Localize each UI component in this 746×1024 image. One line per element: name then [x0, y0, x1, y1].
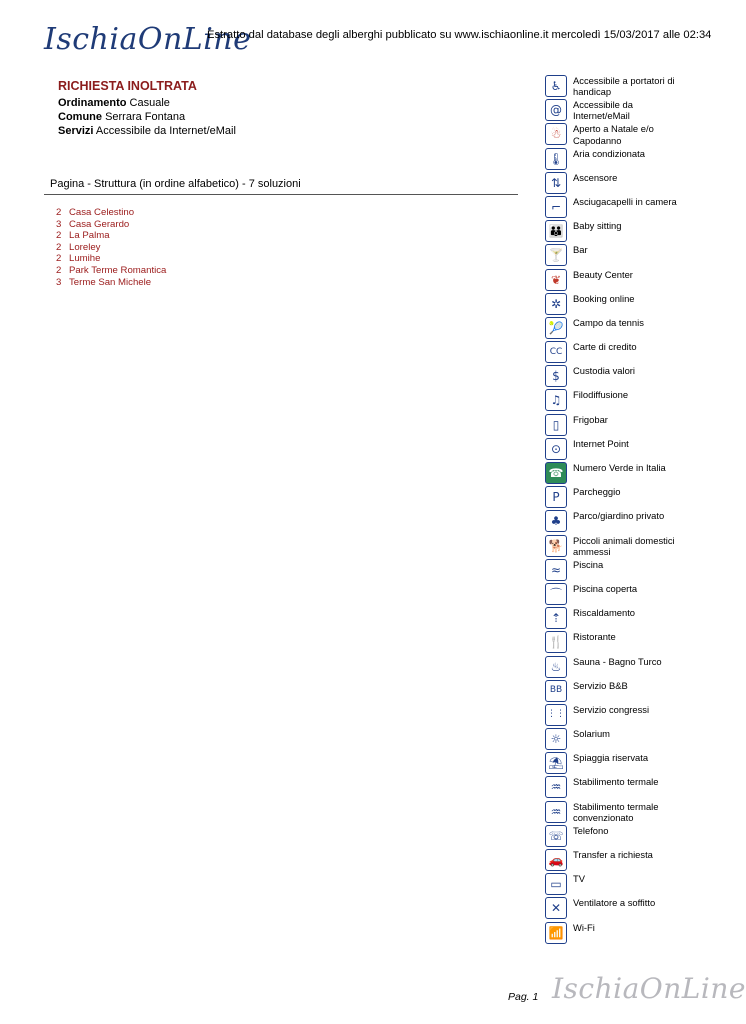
service-label: Internet Point [573, 437, 629, 449]
wifi-icon: 📶 [545, 922, 567, 944]
result-item[interactable] [56, 207, 166, 219]
fridge-icon: ▯ [545, 414, 567, 436]
service-item [545, 728, 715, 752]
service-label: Custodia valori [573, 365, 636, 377]
service-label: Piccoli animali domestici ammessi [573, 534, 675, 557]
service-item [545, 269, 715, 293]
ceiling-fan-icon: ✕ [545, 897, 567, 919]
service-item [545, 559, 715, 583]
param-label: Ordinamento [58, 97, 127, 109]
service-item [545, 462, 715, 486]
service-label: Piscina [573, 558, 604, 570]
tennis-icon: 🎾 [545, 317, 567, 339]
service-item [545, 341, 715, 365]
garden-icon: ♣ [545, 510, 567, 532]
spa-agreement-icon: ♒ [545, 801, 567, 823]
service-label: Carte di credito [573, 341, 637, 353]
service-label: Sauna - Bagno Turco [573, 655, 662, 667]
booking-icon: ✲ [545, 293, 567, 315]
star-rating: 2 [56, 241, 62, 253]
star-rating: 3 [56, 218, 62, 230]
service-item [545, 776, 715, 800]
telephone-icon: ☏ [545, 825, 567, 847]
service-item [545, 510, 715, 534]
service-item [545, 897, 715, 921]
service-label: Piscina coperta [573, 582, 638, 594]
service-item [545, 680, 715, 704]
service-label: Ventilatore a soffitto [573, 897, 656, 909]
service-label: Telefono [573, 824, 609, 836]
service-label: Stabilimento termale convenzionato [573, 800, 659, 823]
parking-icon: P [545, 486, 567, 508]
service-item [545, 922, 715, 946]
music-note-icon: ♫ [545, 389, 567, 411]
service-item [545, 849, 715, 873]
service-label: Bar [573, 244, 588, 256]
service-item [545, 172, 715, 196]
service-item [545, 244, 715, 268]
sun-icon: ☼ [545, 728, 567, 750]
result-item[interactable] [56, 253, 166, 265]
param-value: Accessibile da Internet/eMail [95, 125, 236, 137]
service-item [545, 607, 715, 631]
service-item [545, 414, 715, 438]
service-item [545, 656, 715, 680]
thermometer-icon: 🌡 [545, 148, 567, 170]
result-item[interactable] [56, 277, 166, 289]
service-label: Accessibile da Internet/eMail [573, 99, 633, 122]
service-item [545, 293, 715, 317]
result-item[interactable] [56, 219, 166, 231]
service-item [545, 220, 715, 244]
service-item [545, 148, 715, 172]
page-number: Pag. 1 [508, 991, 539, 1003]
service-label: Frigobar [573, 413, 608, 425]
at-sign-icon: @ [545, 99, 567, 121]
service-item [545, 825, 715, 849]
star-rating: 2 [56, 264, 62, 276]
service-label: Numero Verde in Italia [573, 462, 666, 473]
service-item [545, 486, 715, 510]
heating-icon: ⇡ [545, 607, 567, 629]
hotel-link[interactable]: La Palma [69, 230, 110, 242]
service-label: Filodiffusione [573, 389, 629, 401]
param-servizi [58, 125, 236, 137]
santa-icon: ☃ [545, 123, 567, 145]
service-item [545, 123, 715, 147]
service-item [545, 704, 715, 728]
logo: IschiaOnLine [44, 22, 252, 57]
sauna-icon: ♨ [545, 656, 567, 678]
service-label: Baby sitting [573, 220, 622, 232]
restaurant-icon: 🍴 [545, 631, 567, 653]
request-title: RICHIESTA INOLTRATA [58, 79, 197, 93]
tv-icon: ▭ [545, 873, 567, 895]
service-label: Servizio congressi [573, 703, 650, 715]
service-label: Parco/giardino privato [573, 510, 665, 522]
result-item[interactable] [56, 230, 166, 242]
service-item [545, 389, 715, 413]
star-rating: 3 [56, 276, 62, 288]
bnb-icon: BB [545, 680, 567, 702]
wheelchair-icon: ♿ [545, 75, 567, 97]
hotel-link[interactable]: Loreley [69, 241, 101, 253]
cocktail-icon: 🍸 [545, 244, 567, 266]
dog-icon: 🐕 [545, 535, 567, 557]
service-item [545, 583, 715, 607]
mouse-icon: ⊙ [545, 438, 567, 460]
service-item [545, 438, 715, 462]
service-item [545, 196, 715, 220]
service-label: Aria condizionata [573, 147, 645, 159]
elevator-icon: ⇅ [545, 172, 567, 194]
service-label: Asciugacapelli in camera [573, 195, 677, 207]
service-item [545, 365, 715, 389]
results-list [56, 207, 166, 288]
service-label: Aperto a Natale e/o Capodanno [573, 123, 654, 146]
service-label: Riscaldamento [573, 607, 636, 619]
hotel-link[interactable]: Casa Celestino [69, 207, 135, 218]
service-item [545, 873, 715, 897]
butterfly-icon: ❦ [545, 269, 567, 291]
indoor-pool-icon: ⌒ [545, 583, 567, 605]
service-item [545, 535, 715, 559]
hotel-link[interactable]: Park Terme Romantica [69, 264, 167, 276]
service-label: Accessibile a portatori di handicap [573, 75, 675, 98]
param-value: Serrara Fontana [105, 111, 186, 123]
footer-logo: IschiaOnLine [552, 972, 746, 1005]
service-label: Ristorante [573, 631, 616, 643]
page-info: Pagina - Struttura (in ordine alfabetico) - 7 soluzioni [50, 178, 301, 190]
result-item[interactable] [56, 242, 166, 254]
star-rating: 2 [56, 253, 62, 265]
hotel-link[interactable]: Casa Gerardo [69, 218, 130, 230]
service-label: Booking online [573, 292, 635, 304]
service-label: Solarium [573, 728, 610, 740]
service-label: Transfer a richiesta [573, 849, 653, 860]
pool-icon: ≈ [545, 559, 567, 581]
extract-note: Estratto dal database degli alberghi pubblicato su www.ischiaonline.it mercoledì 15/03/2017 alle 02:34 [207, 29, 712, 41]
star-rating: 2 [56, 230, 62, 242]
hairdryer-icon: ⌐ [545, 196, 567, 218]
param-ordinamento [58, 97, 170, 109]
service-item [545, 317, 715, 341]
beach-icon: ⛱ [545, 752, 567, 774]
congress-icon: ⋮⋮ [545, 704, 567, 726]
service-label: TV [573, 873, 585, 885]
service-label: Spiaggia riservata [573, 752, 649, 764]
hotel-link[interactable]: Terme San Michele [69, 276, 152, 288]
param-label: Servizi [58, 125, 94, 137]
green-phone-icon: ☎ [545, 462, 567, 484]
spa-icon: ♒ [545, 776, 567, 798]
service-label: Campo da tennis [573, 316, 644, 328]
star-rating: 2 [56, 207, 62, 218]
service-label: Servizio B&B [573, 679, 628, 691]
service-label: Stabilimento termale [573, 776, 659, 788]
baby-sitting-icon: 👪 [545, 220, 567, 242]
service-label: Beauty Center [573, 268, 633, 280]
credit-card-icon: CC [545, 341, 567, 363]
service-label: Ascensore [573, 171, 618, 183]
param-value: Casuale [129, 97, 170, 109]
service-item [545, 75, 715, 99]
service-label: Wi-Fi [573, 921, 595, 933]
divider [44, 194, 518, 195]
param-comune [58, 111, 185, 123]
result-item[interactable] [56, 265, 166, 277]
service-item [545, 801, 715, 825]
service-item [545, 631, 715, 655]
hotel-link[interactable]: Lumihe [69, 253, 101, 265]
money-bag-icon: $ [545, 365, 567, 387]
service-label: Parcheggio [573, 486, 621, 498]
services-legend [545, 75, 715, 946]
car-icon: 🚗 [545, 849, 567, 871]
param-label: Comune [58, 111, 102, 123]
service-item [545, 752, 715, 776]
service-item [545, 99, 715, 123]
